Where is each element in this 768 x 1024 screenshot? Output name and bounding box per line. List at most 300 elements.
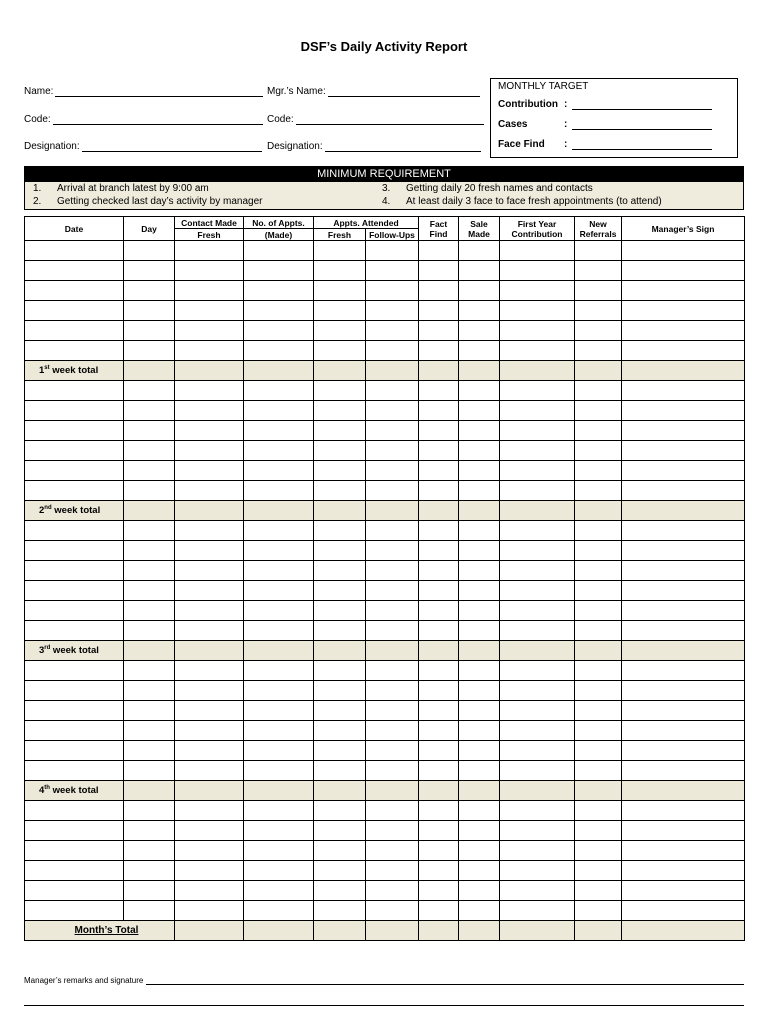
table-cell[interactable] [244, 641, 314, 661]
table-cell[interactable] [314, 341, 366, 361]
table-cell[interactable] [622, 381, 745, 401]
table-cell[interactable] [500, 881, 575, 901]
table-cell[interactable] [314, 641, 366, 661]
designation-field[interactable] [24, 141, 262, 152]
table-cell[interactable] [244, 361, 314, 381]
table-cell[interactable] [244, 521, 314, 541]
table-cell[interactable] [366, 301, 419, 321]
table-cell[interactable] [124, 721, 175, 741]
table-cell[interactable] [500, 581, 575, 601]
table-cell[interactable] [419, 261, 459, 281]
table-cell[interactable] [419, 861, 459, 881]
table-cell[interactable] [314, 801, 366, 821]
table-cell[interactable] [575, 541, 622, 561]
name-line[interactable] [55, 87, 263, 97]
table-cell[interactable] [175, 281, 244, 301]
table-cell[interactable] [575, 761, 622, 781]
table-cell[interactable] [500, 781, 575, 801]
table-cell[interactable] [124, 601, 175, 621]
table-cell[interactable] [622, 401, 745, 421]
table-cell[interactable] [622, 321, 745, 341]
table-cell[interactable] [366, 801, 419, 821]
table-cell[interactable] [419, 841, 459, 861]
table-cell[interactable] [314, 301, 366, 321]
table-cell[interactable] [622, 241, 745, 261]
name-field[interactable] [24, 86, 263, 97]
table-cell[interactable] [459, 881, 500, 901]
table-cell[interactable] [124, 421, 175, 441]
table-cell[interactable] [366, 621, 419, 641]
table-cell[interactable] [622, 301, 745, 321]
table-cell[interactable] [459, 681, 500, 701]
table-cell[interactable] [419, 521, 459, 541]
table-cell[interactable] [366, 481, 419, 501]
table-cell[interactable] [124, 821, 175, 841]
table-cell[interactable] [244, 321, 314, 341]
table-cell[interactable] [244, 341, 314, 361]
table-cell[interactable] [124, 501, 175, 521]
table-cell[interactable] [25, 241, 124, 261]
table-cell[interactable] [575, 241, 622, 261]
table-cell[interactable] [622, 921, 745, 941]
table-cell[interactable] [124, 801, 175, 821]
table-cell[interactable] [314, 861, 366, 881]
table-cell[interactable] [575, 901, 622, 921]
table-cell[interactable] [314, 241, 366, 261]
table-cell[interactable] [575, 301, 622, 321]
table-cell[interactable] [175, 301, 244, 321]
table-cell[interactable] [25, 541, 124, 561]
table-cell[interactable] [25, 301, 124, 321]
table-cell[interactable] [419, 721, 459, 741]
table-cell[interactable] [314, 701, 366, 721]
table-cell[interactable] [419, 301, 459, 321]
table-cell[interactable] [25, 901, 124, 921]
table-cell[interactable] [175, 261, 244, 281]
table-cell[interactable] [244, 381, 314, 401]
table-cell[interactable] [622, 821, 745, 841]
table-cell[interactable] [124, 481, 175, 501]
table-cell[interactable] [575, 861, 622, 881]
table-cell[interactable] [419, 281, 459, 301]
table-cell[interactable] [419, 741, 459, 761]
table-cell[interactable] [244, 701, 314, 721]
table-cell[interactable] [124, 701, 175, 721]
mgr-name-field[interactable] [267, 86, 480, 97]
table-cell[interactable] [314, 741, 366, 761]
table-cell[interactable] [25, 441, 124, 461]
table-cell[interactable] [419, 821, 459, 841]
table-cell[interactable] [175, 601, 244, 621]
table-cell[interactable] [244, 301, 314, 321]
table-cell[interactable] [575, 841, 622, 861]
table-cell[interactable] [500, 461, 575, 481]
table-cell[interactable] [459, 641, 500, 661]
table-cell[interactable] [622, 861, 745, 881]
table-cell[interactable] [459, 461, 500, 481]
table-cell[interactable] [25, 841, 124, 861]
table-cell[interactable] [366, 261, 419, 281]
table-cell[interactable] [366, 321, 419, 341]
table-cell[interactable] [459, 481, 500, 501]
table-cell[interactable] [419, 381, 459, 401]
table-cell[interactable] [175, 781, 244, 801]
table-cell[interactable] [314, 681, 366, 701]
table-cell[interactable] [622, 681, 745, 701]
table-cell[interactable] [25, 681, 124, 701]
table-cell[interactable] [124, 841, 175, 861]
table-cell[interactable] [25, 821, 124, 841]
code-field[interactable] [24, 114, 263, 125]
table-cell[interactable] [314, 661, 366, 681]
table-cell[interactable] [575, 781, 622, 801]
table-cell[interactable] [124, 341, 175, 361]
table-cell[interactable] [622, 741, 745, 761]
table-cell[interactable] [419, 621, 459, 641]
table-cell[interactable] [459, 721, 500, 741]
table-cell[interactable] [419, 441, 459, 461]
managers-remarks-line[interactable] [146, 976, 744, 985]
table-cell[interactable] [419, 481, 459, 501]
table-cell[interactable] [244, 881, 314, 901]
table-cell[interactable] [575, 701, 622, 721]
table-cell[interactable] [366, 641, 419, 661]
table-cell[interactable] [419, 461, 459, 481]
table-cell[interactable] [366, 681, 419, 701]
table-cell[interactable] [175, 481, 244, 501]
table-cell[interactable] [500, 901, 575, 921]
table-cell[interactable] [175, 561, 244, 581]
table-cell[interactable] [459, 801, 500, 821]
table-cell[interactable] [500, 601, 575, 621]
table-cell[interactable] [25, 461, 124, 481]
table-cell[interactable] [314, 761, 366, 781]
table-cell[interactable] [244, 241, 314, 261]
table-cell[interactable] [124, 401, 175, 421]
table-cell[interactable] [459, 561, 500, 581]
table-cell[interactable] [500, 801, 575, 821]
table-cell[interactable] [244, 901, 314, 921]
table-cell[interactable] [25, 581, 124, 601]
table-cell[interactable] [314, 481, 366, 501]
table-cell[interactable] [175, 401, 244, 421]
table-cell[interactable] [25, 481, 124, 501]
table-cell[interactable] [459, 601, 500, 621]
table-cell[interactable] [419, 601, 459, 621]
table-cell[interactable] [419, 341, 459, 361]
table-cell[interactable] [314, 781, 366, 801]
table-cell[interactable] [314, 281, 366, 301]
table-cell[interactable] [366, 561, 419, 581]
table-cell[interactable] [459, 841, 500, 861]
target-cases-row[interactable] [498, 119, 712, 130]
table-cell[interactable] [500, 921, 575, 941]
table-cell[interactable] [366, 581, 419, 601]
table-cell[interactable] [575, 921, 622, 941]
table-cell[interactable] [366, 921, 419, 941]
table-cell[interactable] [419, 421, 459, 441]
table-cell[interactable] [244, 481, 314, 501]
table-cell[interactable] [500, 401, 575, 421]
table-cell[interactable] [175, 761, 244, 781]
table-cell[interactable] [25, 341, 124, 361]
table-cell[interactable] [124, 361, 175, 381]
table-cell[interactable] [575, 721, 622, 741]
table-cell[interactable] [366, 521, 419, 541]
table-cell[interactable] [459, 441, 500, 461]
table-cell[interactable] [500, 421, 575, 441]
table-cell[interactable] [419, 761, 459, 781]
table-cell[interactable] [175, 901, 244, 921]
table-cell[interactable] [124, 521, 175, 541]
table-cell[interactable] [622, 621, 745, 641]
table-cell[interactable] [575, 601, 622, 621]
table-cell[interactable] [175, 381, 244, 401]
table-cell[interactable] [175, 661, 244, 681]
table-cell[interactable] [244, 861, 314, 881]
table-cell[interactable] [366, 281, 419, 301]
table-cell[interactable] [575, 681, 622, 701]
table-cell[interactable] [622, 441, 745, 461]
table-cell[interactable] [500, 261, 575, 281]
mgr-code-line[interactable] [296, 115, 484, 125]
table-cell[interactable] [314, 261, 366, 281]
table-cell[interactable] [175, 821, 244, 841]
table-cell[interactable] [25, 421, 124, 441]
table-cell[interactable] [244, 721, 314, 741]
table-cell[interactable] [622, 341, 745, 361]
table-cell[interactable] [175, 321, 244, 341]
table-cell[interactable] [314, 441, 366, 461]
table-cell[interactable] [366, 901, 419, 921]
table-cell[interactable] [500, 541, 575, 561]
table-cell[interactable] [244, 501, 314, 521]
table-cell[interactable] [575, 661, 622, 681]
table-cell[interactable] [575, 421, 622, 441]
table-cell[interactable] [575, 881, 622, 901]
table-cell[interactable] [459, 341, 500, 361]
table-cell[interactable] [459, 621, 500, 641]
table-cell[interactable] [366, 741, 419, 761]
table-cell[interactable] [25, 381, 124, 401]
table-cell[interactable] [500, 241, 575, 261]
table-cell[interactable] [175, 241, 244, 261]
table-cell[interactable] [622, 721, 745, 741]
table-cell[interactable] [419, 581, 459, 601]
table-cell[interactable] [124, 761, 175, 781]
table-cell[interactable] [25, 401, 124, 421]
table-cell[interactable] [622, 261, 745, 281]
table-cell[interactable] [575, 381, 622, 401]
table-cell[interactable] [175, 721, 244, 741]
table-cell[interactable] [244, 921, 314, 941]
table-cell[interactable] [314, 561, 366, 581]
table-cell[interactable] [459, 921, 500, 941]
table-cell[interactable] [175, 881, 244, 901]
table-cell[interactable] [622, 801, 745, 821]
table-cell[interactable] [459, 241, 500, 261]
table-cell[interactable] [500, 621, 575, 641]
table-cell[interactable] [419, 321, 459, 341]
table-cell[interactable] [622, 661, 745, 681]
table-cell[interactable] [575, 461, 622, 481]
table-cell[interactable] [175, 641, 244, 661]
table-cell[interactable] [366, 701, 419, 721]
table-cell[interactable] [622, 881, 745, 901]
table-cell[interactable] [124, 321, 175, 341]
table-cell[interactable] [366, 781, 419, 801]
table-cell[interactable] [366, 841, 419, 861]
table-cell[interactable] [175, 461, 244, 481]
table-cell[interactable] [575, 361, 622, 381]
table-cell[interactable] [500, 361, 575, 381]
table-cell[interactable] [244, 261, 314, 281]
table-cell[interactable] [314, 381, 366, 401]
table-cell[interactable] [124, 741, 175, 761]
table-cell[interactable] [25, 621, 124, 641]
table-cell[interactable] [459, 301, 500, 321]
table-cell[interactable] [124, 781, 175, 801]
table-cell[interactable] [500, 701, 575, 721]
table-cell[interactable] [575, 401, 622, 421]
table-cell[interactable] [459, 261, 500, 281]
table-cell[interactable] [459, 861, 500, 881]
table-cell[interactable] [575, 741, 622, 761]
table-cell[interactable] [366, 601, 419, 621]
table-cell[interactable] [419, 241, 459, 261]
table-cell[interactable] [25, 701, 124, 721]
table-cell[interactable] [25, 861, 124, 881]
table-cell[interactable] [419, 801, 459, 821]
table-cell[interactable] [314, 841, 366, 861]
table-cell[interactable] [622, 461, 745, 481]
table-cell[interactable] [575, 581, 622, 601]
table-cell[interactable] [366, 421, 419, 441]
table-cell[interactable] [124, 861, 175, 881]
table-cell[interactable] [419, 901, 459, 921]
designation-line[interactable] [82, 142, 262, 152]
table-cell[interactable] [459, 761, 500, 781]
table-cell[interactable] [314, 461, 366, 481]
table-cell[interactable] [419, 561, 459, 581]
table-cell[interactable] [314, 541, 366, 561]
target-face-find-line[interactable] [572, 141, 712, 150]
table-cell[interactable] [124, 901, 175, 921]
table-cell[interactable] [575, 821, 622, 841]
managers-remarks-field[interactable] [24, 976, 744, 985]
table-cell[interactable] [175, 581, 244, 601]
table-cell[interactable] [25, 741, 124, 761]
table-cell[interactable] [124, 881, 175, 901]
table-cell[interactable] [575, 501, 622, 521]
table-cell[interactable] [124, 581, 175, 601]
table-cell[interactable] [459, 581, 500, 601]
table-cell[interactable] [575, 801, 622, 821]
table-cell[interactable] [244, 401, 314, 421]
table-cell[interactable] [622, 901, 745, 921]
table-cell[interactable] [419, 881, 459, 901]
table-cell[interactable] [366, 501, 419, 521]
table-cell[interactable] [419, 921, 459, 941]
table-cell[interactable] [622, 361, 745, 381]
target-contribution-row[interactable] [498, 99, 712, 110]
table-cell[interactable] [25, 801, 124, 821]
table-cell[interactable] [175, 541, 244, 561]
table-cell[interactable] [244, 781, 314, 801]
table-cell[interactable] [244, 661, 314, 681]
target-face-find-row[interactable] [498, 139, 712, 150]
table-cell[interactable] [124, 681, 175, 701]
table-cell[interactable] [25, 761, 124, 781]
table-cell[interactable] [25, 261, 124, 281]
table-cell[interactable] [25, 721, 124, 741]
table-cell[interactable] [175, 861, 244, 881]
table-cell[interactable] [622, 601, 745, 621]
table-cell[interactable] [459, 741, 500, 761]
table-cell[interactable] [500, 481, 575, 501]
table-cell[interactable] [459, 661, 500, 681]
table-cell[interactable] [622, 281, 745, 301]
table-cell[interactable] [244, 741, 314, 761]
table-cell[interactable] [622, 781, 745, 801]
table-cell[interactable] [500, 341, 575, 361]
table-cell[interactable] [124, 621, 175, 641]
table-cell[interactable] [124, 381, 175, 401]
table-cell[interactable] [244, 421, 314, 441]
table-cell[interactable] [622, 761, 745, 781]
table-cell[interactable] [575, 261, 622, 281]
table-cell[interactable] [124, 641, 175, 661]
table-cell[interactable] [459, 821, 500, 841]
table-cell[interactable] [314, 901, 366, 921]
table-cell[interactable] [622, 701, 745, 721]
table-cell[interactable] [175, 921, 244, 941]
table-cell[interactable] [500, 321, 575, 341]
target-contribution-line[interactable] [572, 101, 712, 110]
table-cell[interactable] [124, 261, 175, 281]
table-cell[interactable] [366, 381, 419, 401]
table-cell[interactable] [244, 561, 314, 581]
table-cell[interactable] [459, 521, 500, 541]
table-cell[interactable] [366, 341, 419, 361]
table-cell[interactable] [419, 661, 459, 681]
table-cell[interactable] [500, 761, 575, 781]
mgr-designation-line[interactable] [325, 142, 481, 152]
table-cell[interactable] [575, 641, 622, 661]
table-cell[interactable] [575, 441, 622, 461]
table-cell[interactable] [500, 641, 575, 661]
table-cell[interactable] [419, 681, 459, 701]
table-cell[interactable] [500, 281, 575, 301]
table-cell[interactable] [25, 321, 124, 341]
table-cell[interactable] [575, 481, 622, 501]
table-cell[interactable] [25, 881, 124, 901]
table-cell[interactable] [366, 461, 419, 481]
table-cell[interactable] [366, 441, 419, 461]
table-cell[interactable] [244, 601, 314, 621]
table-cell[interactable] [622, 641, 745, 661]
table-cell[interactable] [244, 581, 314, 601]
table-cell[interactable] [25, 561, 124, 581]
table-cell[interactable] [459, 781, 500, 801]
table-cell[interactable] [575, 621, 622, 641]
table-cell[interactable] [500, 441, 575, 461]
table-cell[interactable] [366, 661, 419, 681]
table-cell[interactable] [124, 541, 175, 561]
table-cell[interactable] [366, 761, 419, 781]
table-cell[interactable] [419, 501, 459, 521]
table-cell[interactable] [500, 721, 575, 741]
